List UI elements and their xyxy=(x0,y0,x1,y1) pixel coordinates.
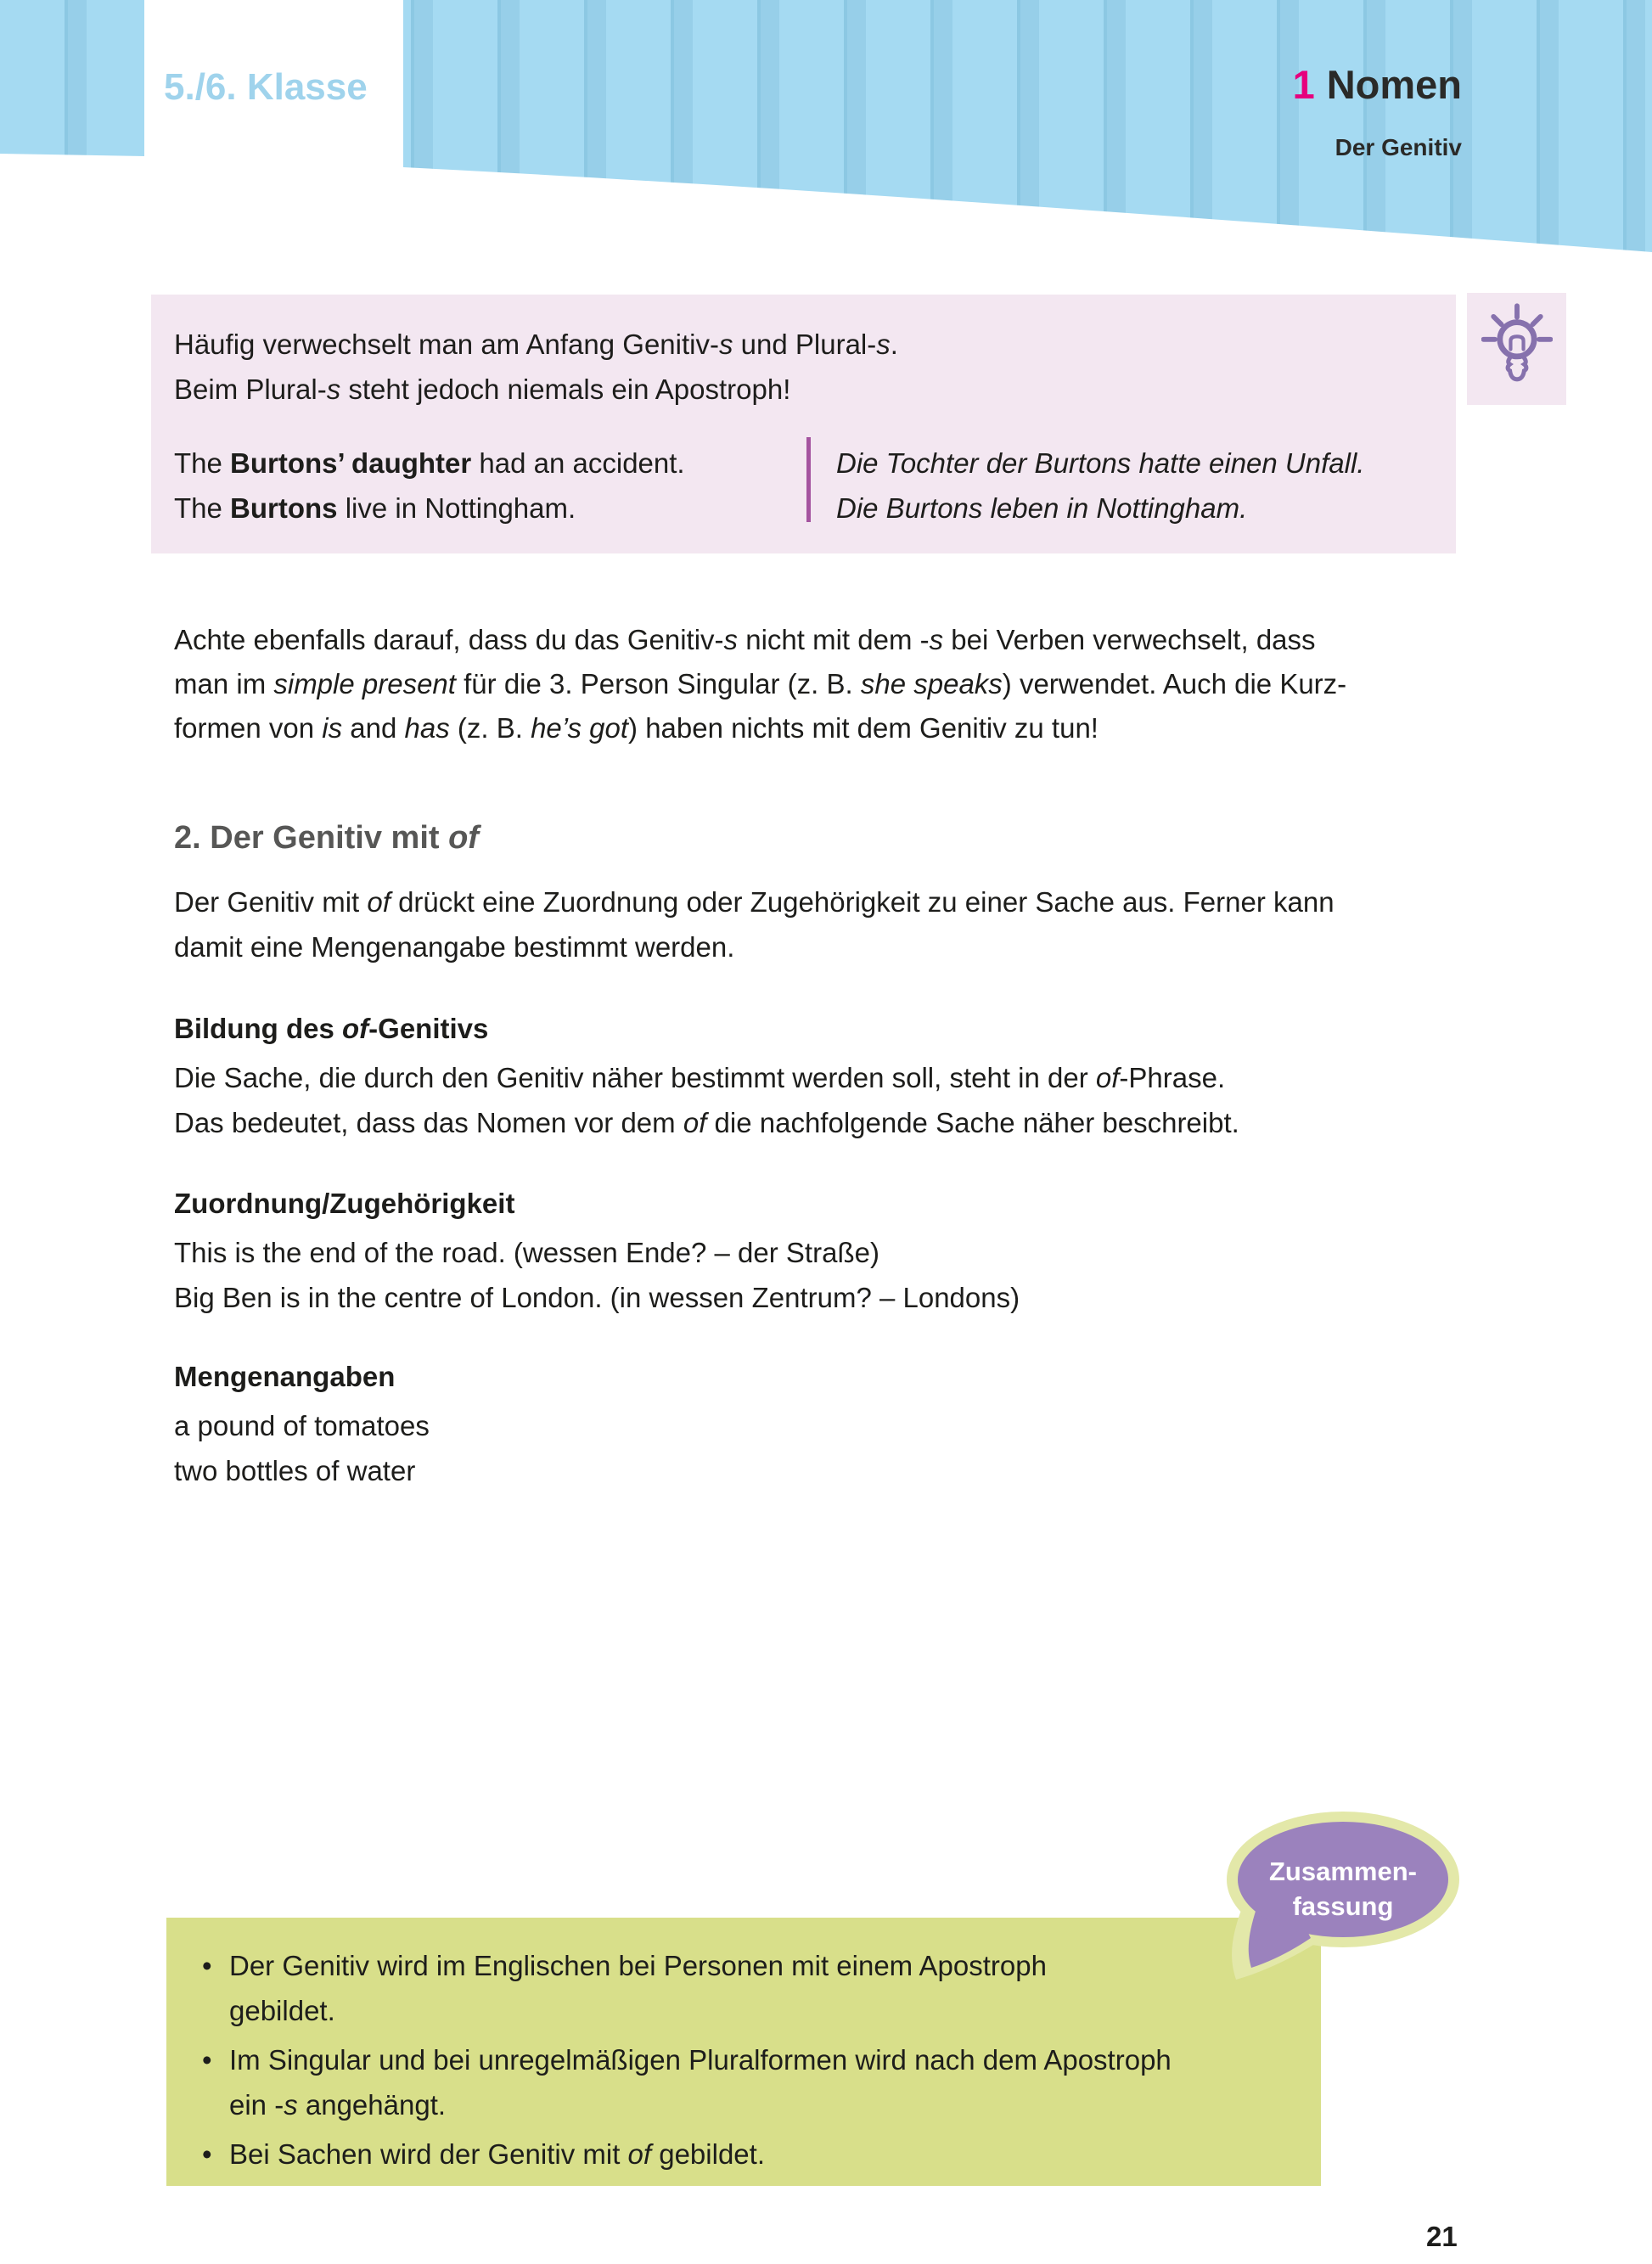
zuordnung-line: Big Ben is in the centre of London. (in wessen Zentrum? – Londons) xyxy=(174,1282,1020,1313)
note-line: formen von is and has (z. B. he’s got) haben nichts mit dem Genitiv zu tun! xyxy=(174,712,1099,744)
summary-bullet xyxy=(190,2132,1295,2177)
bubble-label-line: Zusammen- xyxy=(1269,1857,1417,1886)
bullet-dot: • xyxy=(202,2044,212,2076)
section-subtitle: Der Genitiv xyxy=(1335,134,1462,160)
chapter-title: Nomen xyxy=(1326,62,1462,107)
summary-bullet-text xyxy=(229,1943,1047,2033)
bubble-label-line: fassung xyxy=(1292,1891,1394,1921)
summary-bullet xyxy=(190,2037,1295,2127)
note-line: man im simple present für die 3. Person Singular (z. B. she speaks) verwendet. Auch die Kurz- xyxy=(174,668,1347,699)
zuordnung-line: This is the end of the road. (wessen Ende? – der Straße) xyxy=(174,1237,879,1268)
example-english-line: The Burtons live in Nottingham. xyxy=(174,492,576,524)
example-german-line: Die Tochter der Burtons hatte einen Unfall. xyxy=(836,447,1365,479)
note-line: Achte ebenfalls darauf, dass du das Genitiv-s nicht mit dem -s bei Verben verwechselt, dass xyxy=(174,624,1316,655)
summary-bullet xyxy=(190,1943,1295,2033)
summary-line: ein -s angehängt. xyxy=(229,2089,447,2121)
summary-line: Im Singular und bei unregelmäßigen Pluralformen wird nach dem Apostroph xyxy=(229,2044,1172,2076)
lightbulb-icon xyxy=(1481,302,1553,396)
summary-bullet-text xyxy=(229,2037,1172,2127)
example-english xyxy=(174,441,685,531)
example-german-line: Die Burtons leben in Nottingham. xyxy=(836,492,1248,524)
bildung-paragraph xyxy=(174,1055,1239,1145)
mengen-line: two bottles of water xyxy=(174,1455,416,1486)
tip-box xyxy=(151,295,1456,553)
section-heading: 2. Der Genitiv mit of xyxy=(174,820,479,856)
example-german xyxy=(836,441,1364,531)
summary-bullet-text xyxy=(229,2132,765,2177)
example-english-line: The Burtons’ daughter had an accident. xyxy=(174,447,685,479)
tip-text-line-2: Beim Plural-s steht jedoch niemals ein Apostroph! xyxy=(174,374,791,405)
note-paragraph xyxy=(174,618,1346,750)
tip-icon-box xyxy=(1467,293,1566,405)
mengen-heading: Mengenangaben xyxy=(174,1361,396,1392)
summary-bubble-label xyxy=(1228,1854,1458,1924)
grade-label: 5./6. Klasse xyxy=(164,66,368,108)
mengen-line: a pound of tomatoes xyxy=(174,1410,430,1441)
mengen-examples xyxy=(174,1403,430,1493)
summary-box xyxy=(166,1918,1321,2186)
zuordnung-examples xyxy=(174,1230,1020,1320)
page-number: 21 xyxy=(1426,2221,1458,2252)
chapter-number: 1 xyxy=(1292,62,1315,107)
summary-line: Der Genitiv wird im Englischen bei Personen mit einem Apostroph xyxy=(229,1950,1047,1981)
bildung-line: Das bedeutet, dass das Nomen vor dem of die nachfolgende Sache näher beschreibt. xyxy=(174,1107,1239,1138)
bullet-dot: • xyxy=(202,2138,212,2170)
chapter-heading xyxy=(1293,61,1462,108)
bildung-heading: Bildung des of-Genitivs xyxy=(174,1013,489,1044)
summary-line: Bei Sachen wird der Genitiv mit of gebildet. xyxy=(229,2138,765,2170)
example-divider xyxy=(806,437,811,522)
section-paragraph xyxy=(174,879,1335,969)
section-paragraph-line: Der Genitiv mit of drückt eine Zuordnung oder Zugehörigkeit zu einer Sache aus. Ferner kann xyxy=(174,886,1335,918)
summary-line: gebildet. xyxy=(229,1995,335,2026)
tip-text-line-1: Häufig verwechselt man am Anfang Genitiv-s und Plural-s. xyxy=(174,329,898,360)
banner-left-block xyxy=(0,0,144,156)
section-paragraph-line: damit eine Mengenangabe bestimmt werden. xyxy=(174,931,735,963)
bildung-line: Die Sache, die durch den Genitiv näher bestimmt werden soll, steht in der of-Phrase. xyxy=(174,1062,1226,1093)
bullet-dot: • xyxy=(202,1950,212,1981)
banner-main-shape xyxy=(403,0,1652,252)
zuordnung-heading: Zuordnung/Zugehörigkeit xyxy=(174,1188,515,1219)
